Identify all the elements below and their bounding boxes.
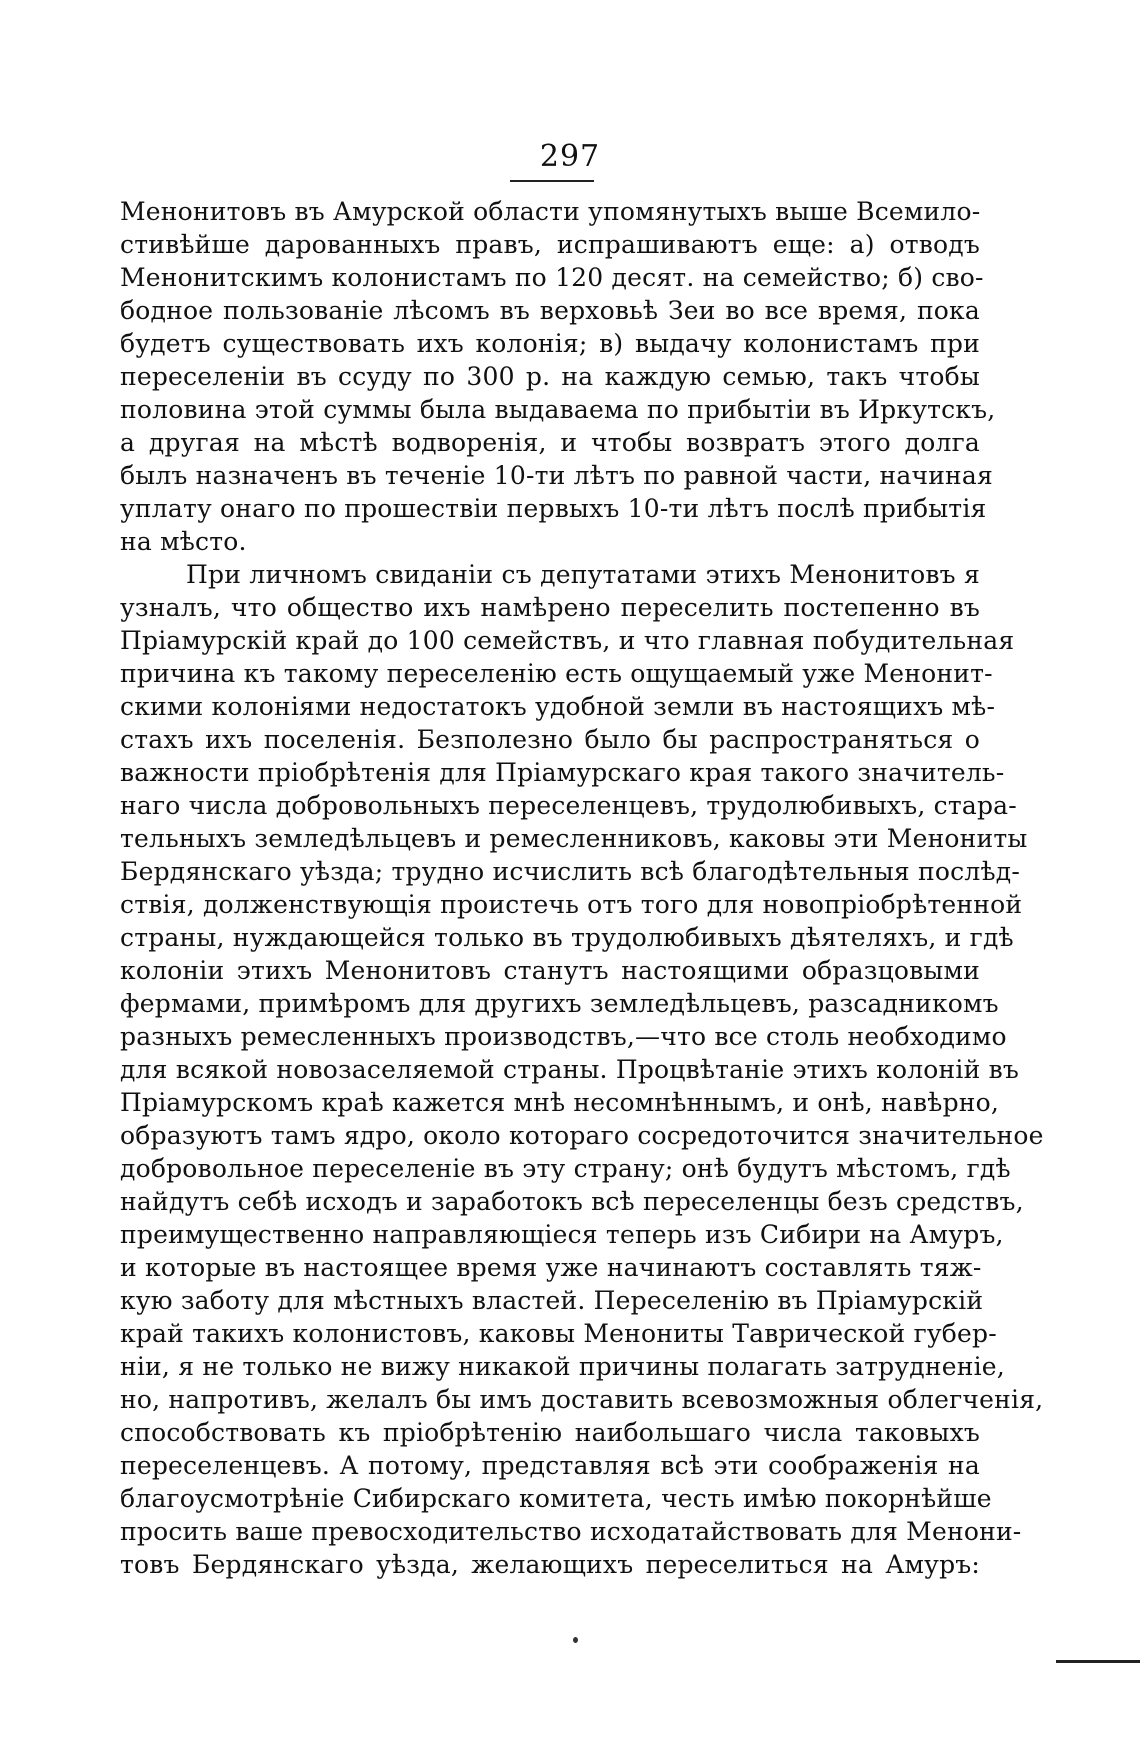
text-line: важности пріобрѣтенія для Пріамурскаго края такого значитель- [120, 758, 1005, 787]
text-line: стахъ ихъ поселенія. Безполезно было бы распространяться о [120, 725, 980, 754]
page-number-underline [510, 180, 594, 182]
text-line: переселенцевъ. А потому, представляя всѣ эти соображенія на [120, 1451, 980, 1480]
text-line: способствовать къ пріобрѣтенію наибольшаго числа таковыхъ [120, 1418, 980, 1447]
text-line: Менонитовъ въ Амурской области упомянутыхъ выше Всемило- [120, 197, 981, 226]
text-line: причина къ такому переселенію есть ощущаемый уже Менонит- [120, 659, 993, 688]
text-line: кую заботу для мѣстныхъ властей. Переселенію въ Пріамурскій [120, 1286, 984, 1315]
right-edge-rule [1056, 1660, 1140, 1663]
text-block [120, 195, 1044, 1581]
text-line: ніи, я не только не вижу никакой причины полагать затрудненіе, [120, 1352, 1005, 1381]
text-line: половина этой суммы была выдаваема по прибытіи въ Иркутскъ, [120, 395, 996, 424]
text-line: разныхъ ремесленныхъ производствъ,—что все столь необходимо [120, 1022, 1007, 1051]
text-line: Пріамурскомъ краѣ кажется мнѣ несомнѣннымъ, и онѣ, навѣрно, [120, 1088, 1000, 1117]
text-line: край такихъ колонистовъ, каковы Менониты Таврической губер- [120, 1319, 997, 1348]
text-line: колоніи этихъ Менонитовъ станутъ настоящими образцовыми [120, 956, 980, 985]
text-line: будетъ существовать ихъ колонія; в) выдачу колонистамъ при [120, 329, 980, 358]
paragraph-1 [120, 195, 996, 558]
text-line: и которые въ настоящее время уже начинаютъ составлять тяж- [120, 1253, 982, 1282]
text-line: но, напротивъ, желалъ бы имъ доставить всевозможныя облегченія, [120, 1385, 1044, 1414]
text-line: а другая на мѣстѣ водворенія, и чтобы возвратъ этого долга [120, 428, 980, 457]
text-line: на мѣсто. [120, 527, 247, 556]
text-line: образуютъ тамъ ядро, около котораго сосредоточится значительное [120, 1121, 1044, 1150]
text-line: узналъ, что общество ихъ намѣрено переселить постепенно въ [120, 593, 980, 622]
paragraph-2 [120, 558, 1044, 1581]
text-line: добровольное переселеніе въ эту страну; онѣ будутъ мѣстомъ, гдѣ [120, 1154, 1011, 1183]
text-line: уплату онаго по прошествіи первыхъ 10-ти лѣтъ послѣ прибытія [120, 494, 987, 523]
text-line: страны, нуждающейся только въ трудолюбивыхъ дѣятеляхъ, и гдѣ [120, 923, 1014, 952]
text-line: преимущественно направляющіеся теперь изъ Сибири на Амуръ, [120, 1220, 1004, 1249]
page-number: 297 [539, 139, 601, 174]
text-line: наго числа добровольныхъ переселенцевъ, трудолюбивыхъ, стара- [120, 791, 1017, 820]
text-line: стивѣйше дарованныхъ правъ, испрашиваютъ еще: а) отводъ [120, 230, 980, 259]
text-line: фермами, примѣромъ для другихъ земледѣльцевъ, разсадникомъ [120, 989, 999, 1018]
text-line: благоусмотрѣніе Сибирскаго комитета, честь имѣю покорнѣйше [120, 1484, 992, 1513]
text-line: Менонитскимъ колонистамъ по 120 десят. на семейство; б) сво- [120, 263, 984, 292]
text-line: скими колоніями недостатокъ удобной земли въ настоящихъ мѣ- [120, 692, 996, 721]
text-line: Бердянскаго уѣзда; трудно исчислить всѣ благодѣтельныя послѣд- [120, 857, 1020, 886]
text-line: просить ваше превосходительство исходатайствовать для Менони- [120, 1517, 1022, 1546]
text-line: тельныхъ земледѣльцевъ и ремесленниковъ, каковы эти Менониты [120, 824, 1028, 853]
bottom-ink-dot [573, 1637, 578, 1643]
text-line: найдутъ себѣ исходъ и заработокъ всѣ переселенцы безъ средствъ, [120, 1187, 1024, 1216]
text-line: для всякой новозаселяемой страны. Процвѣтаніе этихъ колоній въ [120, 1055, 1019, 1084]
text-line: ствія, долженствующія проистечь отъ того для новопріобрѣтенной [120, 890, 1023, 919]
text-line: Пріамурскій край до 100 семействъ, и что главная побудительная [120, 626, 1015, 655]
text-line: былъ назначенъ въ теченіе 10-ти лѣтъ по равной части, начиная [120, 461, 993, 490]
text-line: бодное пользованіе лѣсомъ въ верховьѣ Зеи во все время, пока [120, 296, 980, 325]
text-line: товъ Бердянскаго уѣзда, желающихъ переселиться на Амуръ: [120, 1550, 980, 1579]
text-line: При личномъ свиданіи съ депутатами этихъ Менонитовъ я [186, 560, 980, 589]
text-line: переселеніи въ ссуду по 300 р. на каждую семью, такъ чтобы [120, 362, 980, 391]
